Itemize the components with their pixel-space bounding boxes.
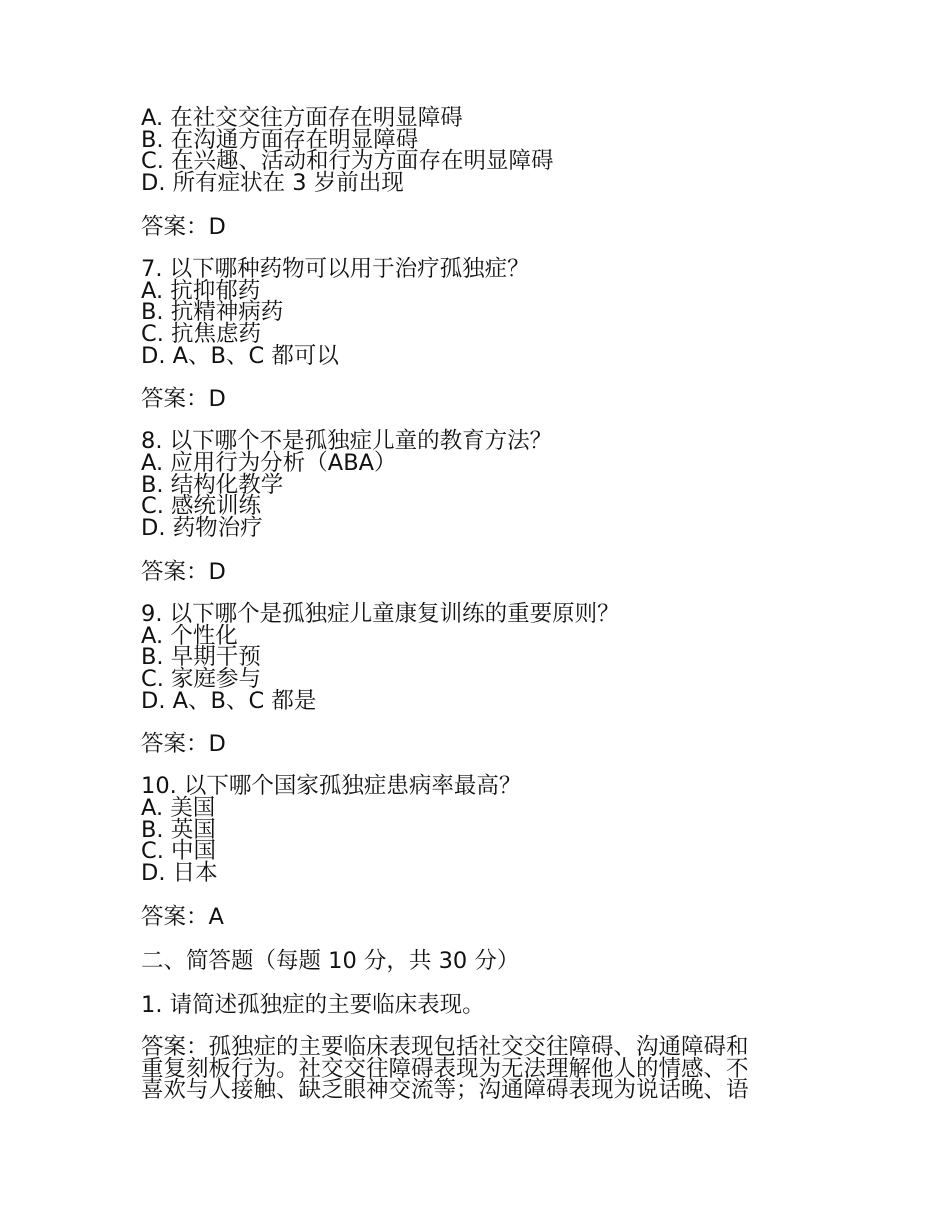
- document-body: [141, 105, 821, 1104]
- question-stem: 7. 以下哪种药物可以用于治疗孤独症？: [141, 255, 530, 282]
- option-b: B. 英国: [141, 816, 216, 843]
- option-c: C. 感统训练: [141, 493, 262, 520]
- answer-line: 重复刻板行为。社交交往障碍表现为无法理解他人的情感、不: [141, 1055, 749, 1082]
- option-d: D. 日本: [141, 860, 218, 887]
- option-a: A. 应用行为分析（ABA）: [141, 450, 397, 477]
- option-b: B. 结构化教学: [141, 471, 284, 498]
- option-d: D. A、B、C 都可以: [141, 342, 339, 369]
- question-10: [141, 773, 821, 930]
- option-b: B. 抗精神病药: [141, 299, 284, 326]
- option-d: D. 所有症状在 3 岁前出现: [141, 170, 404, 197]
- option-c: C. 抗焦虑药: [141, 320, 262, 347]
- section-heading: 二、简答题（每题 10 分，共 30 分）: [141, 947, 520, 974]
- answer: 答案：A: [141, 903, 224, 930]
- option-a: A. 抗抑郁药: [141, 277, 261, 304]
- option-a: A. 在社交交往方面存在明显障碍: [141, 105, 463, 131]
- option-b: B. 在沟通方面存在明显障碍: [141, 126, 419, 153]
- option-a: A. 美国: [141, 795, 216, 822]
- question-stem: 8. 以下哪个不是孤独症儿童的教育方法？: [141, 428, 553, 455]
- question-9: [141, 600, 821, 758]
- question-7: [141, 255, 821, 413]
- option-c: C. 中国: [141, 838, 217, 865]
- answer-line: 答案：孤独症的主要临床表现包括社交交往障碍、沟通障碍和: [141, 1033, 749, 1060]
- option-a: A. 个性化: [141, 622, 238, 649]
- option-d: D. A、B、C 都是: [141, 687, 317, 714]
- option-c: C. 家庭参与: [141, 665, 262, 692]
- q6-options: [141, 105, 821, 197]
- short-answer-question: 1. 请简述孤独症的主要临床表现。: [141, 991, 485, 1018]
- answer: 答案：D: [141, 731, 226, 758]
- option-d: D. 药物治疗: [141, 515, 263, 542]
- short-answer-text: [141, 1033, 811, 1104]
- question-8: [141, 428, 821, 585]
- question-stem: 9. 以下哪个是孤独症儿童康复训练的重要原则？: [141, 600, 620, 627]
- question-stem: 10. 以下哪个国家孤独症患病率最高？: [141, 773, 522, 800]
- option-c: C. 在兴趣、活动和行为方面存在明显障碍: [141, 148, 554, 175]
- answer-line: 喜欢与人接触、缺乏眼神交流等；沟通障碍表现为说话晚、语: [141, 1077, 749, 1104]
- answer: 答案：D: [141, 558, 226, 585]
- answer: 答案：D: [141, 213, 226, 240]
- answer: 答案：D: [141, 386, 226, 413]
- option-b: B. 早期干预: [141, 644, 261, 671]
